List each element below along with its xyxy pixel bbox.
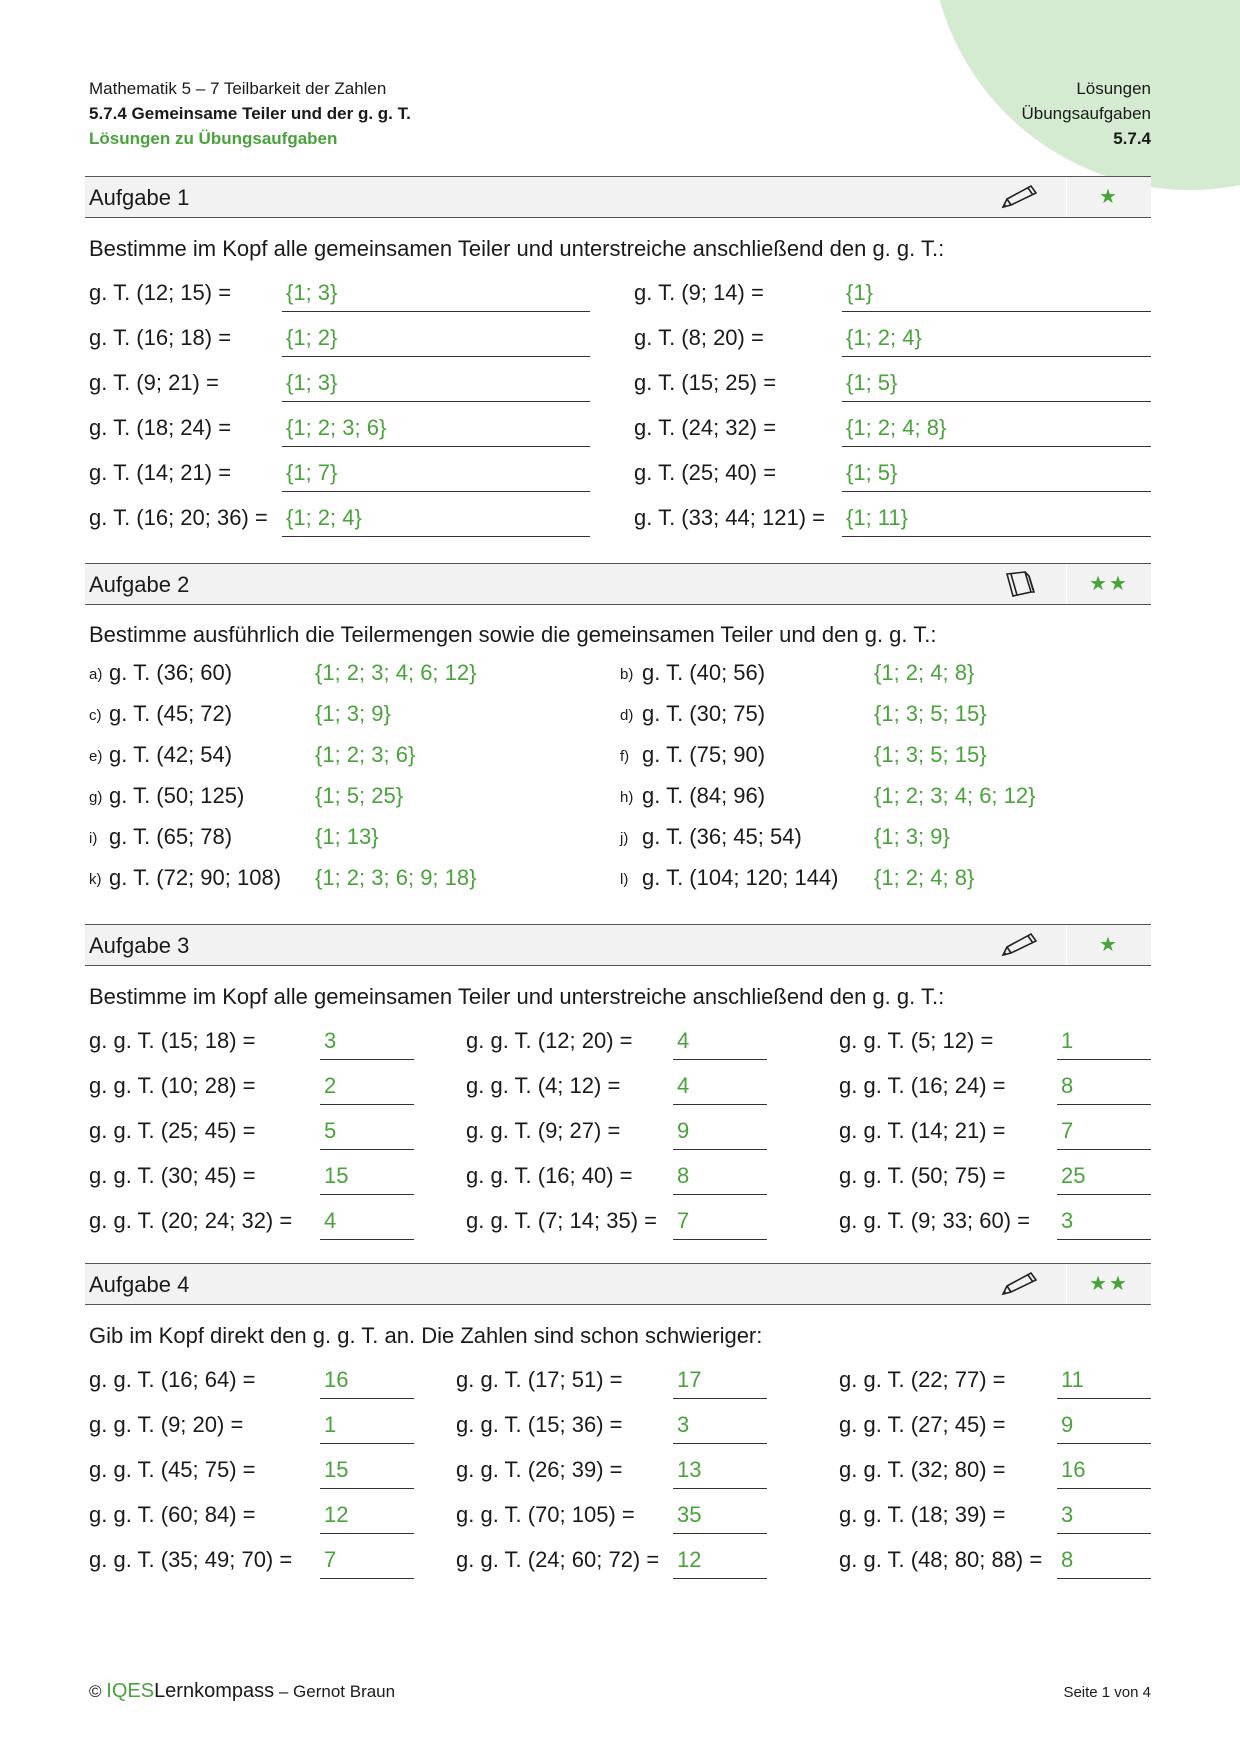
item-letter: h) <box>620 789 634 806</box>
section-header-a4 <box>85 1263 1151 1305</box>
item-answer: 3 <box>1061 1208 1074 1233</box>
item-answer: 3 <box>324 1028 337 1053</box>
difficulty-stars: ★ <box>1099 934 1119 956</box>
item-answer: 8 <box>1061 1073 1074 1098</box>
item-label: g. T. (14; 21) = <box>89 460 232 485</box>
item-answer: 12 <box>324 1502 349 1527</box>
item-label: g. g. T. (32; 80) = <box>839 1457 1006 1482</box>
item-answer: 4 <box>677 1028 690 1053</box>
difficulty-stars: ★★ <box>1089 1273 1129 1295</box>
item-label: g. g. T. (18; 39) = <box>839 1502 1006 1527</box>
item-letter: k) <box>89 871 102 888</box>
item-answer: {1; 5} <box>846 460 898 485</box>
item-label: g. g. T. (4; 12) = <box>466 1073 621 1098</box>
item-answer: 16 <box>324 1367 349 1392</box>
item-answer: 4 <box>324 1208 337 1233</box>
item-label: g. g. T. (30; 45) = <box>89 1163 256 1188</box>
item-label: g. T. (18; 24) = <box>89 415 232 440</box>
answer-line <box>320 1578 414 1579</box>
item-label: g. T. (42; 54) <box>109 742 233 767</box>
answer-line <box>320 1488 414 1489</box>
header-right-solutions: Lösungen <box>1076 79 1151 98</box>
answer-line <box>1057 1488 1151 1489</box>
item-answer: 35 <box>677 1502 702 1527</box>
item-answer: 7 <box>1061 1118 1074 1143</box>
answer-line <box>1057 1104 1151 1105</box>
item-label: g. g. T. (9; 27) = <box>466 1118 621 1143</box>
pencil-icon <box>999 1270 1039 1298</box>
item-answer: {1; 2; 4} <box>846 325 922 350</box>
item-answer: {1; 3; 5; 15} <box>874 742 987 767</box>
answer-line <box>1057 1443 1151 1444</box>
document-header <box>89 76 411 151</box>
item-answer: {1; 13} <box>315 824 379 849</box>
item-label: g. T. (16; 20; 36) = <box>89 505 268 530</box>
item-answer: 25 <box>1061 1163 1086 1188</box>
item-answer: {1; 7} <box>286 460 338 485</box>
item-label: g. g. T. (17; 51) = <box>456 1367 623 1392</box>
answer-line <box>673 1488 767 1489</box>
item-label: g. T. (9; 14) = <box>634 280 764 305</box>
item-answer: {1; 3} <box>286 370 338 395</box>
item-answer: 9 <box>677 1118 690 1143</box>
item-letter: b) <box>620 666 634 683</box>
item-label: g. g. T. (22; 77) = <box>839 1367 1006 1392</box>
section-header-a3 <box>85 924 1151 966</box>
item-answer: 5 <box>324 1118 337 1143</box>
section-header-a1 <box>85 176 1151 218</box>
item-letter: e) <box>89 748 103 765</box>
item-label: g. T. (16; 18) = <box>89 325 232 350</box>
answer-line <box>1057 1398 1151 1399</box>
item-letter: i) <box>89 830 98 847</box>
difficulty-stars: ★★ <box>1089 573 1129 595</box>
answer-line <box>1057 1239 1151 1240</box>
item-letter: d) <box>620 707 634 724</box>
item-label: g. g. T. (60; 84) = <box>89 1502 256 1527</box>
item-answer: {1; 3; 5; 15} <box>874 701 987 726</box>
item-answer: 1 <box>1061 1028 1074 1053</box>
section-header-a2 <box>85 563 1151 605</box>
item-label: g. T. (33; 44; 121) = <box>634 505 825 530</box>
section-title: Aufgabe 4 <box>89 1272 190 1297</box>
pencil-icon <box>999 931 1039 959</box>
item-answer: {1; 3} <box>286 280 338 305</box>
item-answer: {1; 2; 4; 8} <box>874 660 975 685</box>
answer-line <box>282 356 590 357</box>
answer-line <box>673 1239 767 1240</box>
brand-iqes: IQES <box>106 1680 155 1702</box>
item-label: g. g. T. (12; 20) = <box>466 1028 633 1053</box>
item-label: g. g. T. (27; 45) = <box>839 1412 1006 1437</box>
footer-brand <box>89 1680 395 1703</box>
answer-line <box>673 1443 767 1444</box>
answer-line <box>320 1398 414 1399</box>
item-letter: a) <box>89 666 103 683</box>
item-label: g. g. T. (14; 21) = <box>839 1118 1006 1143</box>
answer-line <box>282 401 590 402</box>
item-answer: {1; 2; 3; 4; 6; 12} <box>874 783 1036 808</box>
answer-line <box>1057 1194 1151 1195</box>
answer-line <box>320 1149 414 1150</box>
answer-line <box>282 491 590 492</box>
item-label: g. g. T. (9; 33; 60) = <box>839 1208 1030 1233</box>
answer-line <box>673 1578 767 1579</box>
item-answer: {1; 2; 3; 6; 9; 18} <box>315 865 477 890</box>
item-label: g. T. (9; 21) = <box>89 370 219 395</box>
item-label: g. T. (104; 120; 144) <box>642 865 839 890</box>
difficulty-stars: ★ <box>1099 186 1119 208</box>
answer-line <box>1057 1533 1151 1534</box>
item-label: g. g. T. (20; 24; 32) = <box>89 1208 293 1233</box>
item-label: g. T. (40; 56) <box>642 660 766 685</box>
answer-line <box>842 401 1151 402</box>
item-label: g. g. T. (48; 80; 88) = <box>839 1547 1043 1572</box>
item-answer: 4 <box>677 1073 690 1098</box>
answer-line <box>673 1533 767 1534</box>
item-label: g. g. T. (5; 12) = <box>839 1028 994 1053</box>
item-answer: {1; 3; 9} <box>315 701 391 726</box>
section-title: Aufgabe 2 <box>89 572 190 597</box>
section-title: Aufgabe 1 <box>89 185 190 210</box>
notebook-icon <box>999 570 1039 598</box>
item-answer: {1; 2; 4; 8} <box>874 865 975 890</box>
answer-line <box>842 491 1151 492</box>
item-label: g. T. (50; 125) <box>109 783 245 808</box>
item-answer: {1; 11} <box>846 505 908 530</box>
instruction: Bestimme im Kopf alle gemeinsamen Teiler und unterstreiche anschließend den g. g. T.: <box>89 984 945 1009</box>
answer-line <box>320 1239 414 1240</box>
item-answer: 8 <box>677 1163 690 1188</box>
instruction: Bestimme ausführlich die Teilermengen sowie die gemeinsamen Teiler und den g. g. T.: <box>89 622 937 647</box>
item-label: g. T. (8; 20) = <box>634 325 764 350</box>
item-answer: {1; 2} <box>286 325 338 350</box>
answer-line <box>673 1398 767 1399</box>
brand-lernkompass: Lernkompass <box>154 1680 275 1702</box>
item-letter: l) <box>620 871 629 888</box>
item-letter: g) <box>89 789 103 806</box>
item-answer: 16 <box>1061 1457 1086 1482</box>
header-right-exercises: Übungsaufgaben <box>1021 104 1151 123</box>
item-answer: 1 <box>324 1412 337 1437</box>
item-label: g. T. (72; 90; 108) <box>109 865 282 890</box>
answer-line <box>320 1104 414 1105</box>
item-label: g. g. T. (10; 28) = <box>89 1073 256 1098</box>
header-topic: 5.7.4 Gemeinsame Teiler und der g. g. T. <box>89 104 411 123</box>
item-label: g. g. T. (15; 18) = <box>89 1028 256 1053</box>
answer-line <box>842 356 1151 357</box>
item-answer: 2 <box>324 1073 337 1098</box>
item-answer: {1; 2; 3; 4; 6; 12} <box>315 660 477 685</box>
item-answer: {1; 2; 4; 8} <box>846 415 947 440</box>
instruction: Gib im Kopf direkt den g. g. T. an. Die Zahlen sind schon schwieriger: <box>89 1323 763 1348</box>
item-label: g. T. (75; 90) <box>642 742 766 767</box>
item-letter: j) <box>620 830 629 847</box>
answer-line <box>842 536 1151 537</box>
item-answer: 13 <box>677 1457 702 1482</box>
item-label: g. g. T. (35; 49; 70) = <box>89 1547 293 1572</box>
item-answer: 3 <box>677 1412 690 1437</box>
footer-author: – Gernot Braun <box>278 1682 396 1701</box>
item-label: g. g. T. (16; 24) = <box>839 1073 1006 1098</box>
answer-line <box>673 1149 767 1150</box>
item-label: g. T. (25; 40) = <box>634 460 777 485</box>
item-label: g. T. (30; 75) <box>642 701 766 726</box>
item-label: g. g. T. (15; 36) = <box>456 1412 623 1437</box>
answer-line <box>320 1443 414 1444</box>
item-label: g. T. (24; 32) = <box>634 415 777 440</box>
item-answer: 3 <box>1061 1502 1074 1527</box>
item-answer: {1; 2; 3; 6} <box>286 415 387 440</box>
pencil-icon <box>999 183 1039 211</box>
item-answer: 8 <box>1061 1547 1074 1572</box>
item-label: g. g. T. (9; 20) = <box>89 1412 244 1437</box>
item-answer: 12 <box>677 1547 702 1572</box>
item-label: g. g. T. (25; 45) = <box>89 1118 256 1143</box>
answer-line <box>320 1059 414 1060</box>
answer-line <box>282 536 590 537</box>
item-answer: 17 <box>677 1367 702 1392</box>
item-label: g. g. T. (50; 75) = <box>839 1163 1006 1188</box>
item-label: g. g. T. (24; 60; 72) = <box>456 1547 660 1572</box>
item-label: g. g. T. (7; 14; 35) = <box>466 1208 657 1233</box>
item-label: g. T. (45; 72) <box>109 701 233 726</box>
answer-line <box>282 311 590 312</box>
copyright-icon: © <box>89 1682 102 1701</box>
item-label: g. g. T. (26; 39) = <box>456 1457 623 1482</box>
item-letter: c) <box>89 707 102 724</box>
item-label: g. T. (36; 60) <box>109 660 233 685</box>
answer-line <box>1057 1149 1151 1150</box>
answer-line <box>282 446 590 447</box>
item-label: g. T. (12; 15) = <box>89 280 232 305</box>
answer-line <box>842 311 1151 312</box>
answer-line <box>842 446 1151 447</box>
page-number: Seite 1 von 4 <box>1063 1684 1151 1701</box>
item-label: g. T. (65; 78) <box>109 824 233 849</box>
item-label: g. T. (15; 25) = <box>634 370 777 395</box>
answer-line <box>320 1194 414 1195</box>
item-answer: {1; 3; 9} <box>874 824 950 849</box>
item-label: g. g. T. (70; 105) = <box>456 1502 635 1527</box>
answer-line <box>673 1059 767 1060</box>
item-letter: f) <box>620 748 630 765</box>
header-solutions: Lösungen zu Übungsaufgaben <box>89 129 338 148</box>
section-title: Aufgabe 3 <box>89 933 190 958</box>
answer-line <box>1057 1578 1151 1579</box>
item-answer: {1; 5; 25} <box>315 783 404 808</box>
item-answer: {1; 5} <box>846 370 898 395</box>
header-right-number: 5.7.4 <box>1113 129 1151 148</box>
item-answer: 11 <box>1061 1367 1084 1392</box>
item-answer: 7 <box>677 1208 690 1233</box>
item-answer: {1} <box>846 280 873 305</box>
item-label: g. g. T. (16; 40) = <box>466 1163 633 1188</box>
instruction: Bestimme im Kopf alle gemeinsamen Teiler und unterstreiche anschließend den g. g. T.: <box>89 236 945 261</box>
item-answer: 7 <box>324 1547 337 1572</box>
item-label: g. T. (36; 45; 54) <box>642 824 802 849</box>
answer-line <box>673 1194 767 1195</box>
item-answer: 15 <box>324 1163 349 1188</box>
document-header-right <box>1021 76 1151 151</box>
header-subject: Mathematik 5 – 7 Teilbarkeit der Zahlen <box>89 79 387 98</box>
answer-line <box>320 1533 414 1534</box>
item-label: g. g. T. (16; 64) = <box>89 1367 256 1392</box>
item-answer: 9 <box>1061 1412 1074 1437</box>
item-answer: {1; 2; 3; 6} <box>315 742 416 767</box>
answer-line <box>1057 1059 1151 1060</box>
item-answer: 15 <box>324 1457 349 1482</box>
item-label: g. g. T. (45; 75) = <box>89 1457 256 1482</box>
answer-line <box>673 1104 767 1105</box>
item-label: g. T. (84; 96) <box>642 783 766 808</box>
item-answer: {1; 2; 4} <box>286 505 362 530</box>
